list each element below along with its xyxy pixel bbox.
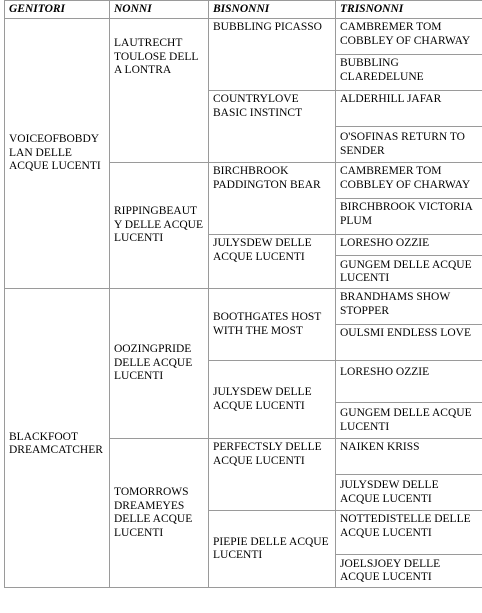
dam-gd-ggs-cell: PERFECTSLY DELLE ACQUE LUCENTI	[209, 439, 336, 511]
sire-gd-ggs-gggs-cell: CAMBREMER TOM COBBLEY OF CHARWAY	[336, 163, 482, 199]
dam-gd-ggs-gggd-cell: JULYSDEW DELLE ACQUE LUCENTI	[336, 475, 482, 511]
sire-gd-ggd-gggd-cell: GUNGEM DELLE ACQUE LUCENTI	[336, 256, 482, 289]
sire-grandsire-line-3: A LONTRA	[114, 64, 172, 76]
header-trisnonni: TRISNONNI	[336, 1, 482, 19]
dam-grandsire-line-3: LUCENTI	[114, 370, 164, 383]
dam-gs-ggs-gggd-cell: OULSMI ENDLESS LOVE	[336, 325, 482, 361]
dam-grandsire-cell	[110, 289, 209, 439]
sire-gd-ggs-cell: BIRCHBROOK PADDINGTON BEAR	[209, 163, 336, 235]
sire-granddam-line-2: Y DELLE ACQUE	[114, 218, 204, 231]
pedigree-table	[4, 0, 482, 588]
dam-gs-ggd-cell: JULYSDEW DELLE ACQUE LUCENTI	[209, 361, 336, 439]
dam-gd-ggd-gggd-cell: JOELSJOEY DELLE ACQUE LUCENTI	[336, 555, 482, 588]
dam-gs-ggd-gggd-cell: GUNGEM DELLE ACQUE LUCENTI	[336, 403, 482, 439]
dam-gs-ggs-cell: BOOTHGATES HOST WITH THE MOST	[209, 289, 336, 361]
dam-grandsire-line-1: OOZINGPRIDE	[114, 343, 192, 356]
sire-grandsire-cell	[110, 19, 209, 163]
dam-cell	[5, 289, 110, 588]
header-genitori: GENITORI	[5, 1, 110, 19]
sire-name-line-1: VOICEOFBOBDY	[9, 133, 100, 146]
sire-granddam-cell	[110, 163, 209, 289]
dam-gd-ggd-cell: PIEPIE DELLE ACQUE LUCENTI	[209, 511, 336, 588]
sire-grandsire-line-1: LAUTRECHT	[114, 37, 183, 49]
dam-gs-ggd-gggs-cell: LORESHO OZZIE	[336, 361, 482, 403]
sire-gs-ggs-gggs-cell: CAMBREMER TOM COBBLEY OF CHARWAY	[336, 19, 482, 55]
sire-gs-ggs-gggd-cell: BUBBLING CLAREDELUNE	[336, 55, 482, 91]
dam-granddam-line-2: DREAMEYES	[114, 499, 185, 512]
dam-granddam-line-1: TOMORROWS	[114, 486, 189, 498]
dam-name-line-1: BLACKFOOT	[9, 430, 79, 443]
dam-gs-ggs-gggs-cell: BRANDHAMS SHOW STOPPER	[336, 289, 482, 325]
sire-gs-ggs-cell: BUBBLING PICASSO	[209, 19, 336, 91]
sire-gs-ggd-gggs-cell: ALDERHILL JAFAR	[336, 91, 482, 127]
dam-granddam-line-3: DELLE ACQUE	[114, 513, 193, 525]
sire-name-line-2: LAN DELLE	[9, 146, 72, 159]
sire-granddam-line-1: RIPPINGBEAUT	[114, 205, 198, 218]
sire-granddam-line-3: LUCENTI	[114, 232, 164, 245]
sire-name-line-3: ACQUE LUCENTI	[9, 160, 101, 173]
header-row	[5, 1, 482, 19]
dam-granddam-line-4: LUCENTI	[114, 526, 164, 539]
sire-grandsire-line-2: TOULOSE DELL	[114, 50, 199, 63]
sire-cell	[5, 19, 110, 289]
header-nonni: NONNI	[110, 1, 209, 19]
dam-grandsire-line-2: DELLE ACQUE	[114, 356, 193, 369]
dam-gd-ggs-gggs-cell: NAIKEN KRISS	[336, 439, 482, 475]
sire-gs-ggd-cell: COUNTRYLOVE BASIC INSTINCT	[209, 91, 336, 163]
sire-gs-ggd-gggd-cell: O'SOFINAS RETURN TO SENDER	[336, 127, 482, 163]
sire-gd-ggd-gggs-cell: LORESHO OZZIE	[336, 235, 482, 256]
header-bisnonni: BISNONNI	[209, 1, 336, 19]
dam-name-line-2: DREAMCATCHER	[9, 444, 103, 456]
sire-gd-ggd-cell: JULYSDEW DELLE ACQUE LUCENTI	[209, 235, 336, 289]
dam-gd-ggd-gggs-cell: NOTTEDISTELLE DELLE ACQUE LUCENTI	[336, 511, 482, 555]
sire-gd-ggs-gggd-cell: BIRCHBROOK VICTORIA PLUM	[336, 199, 482, 235]
dam-granddam-cell	[110, 439, 209, 588]
